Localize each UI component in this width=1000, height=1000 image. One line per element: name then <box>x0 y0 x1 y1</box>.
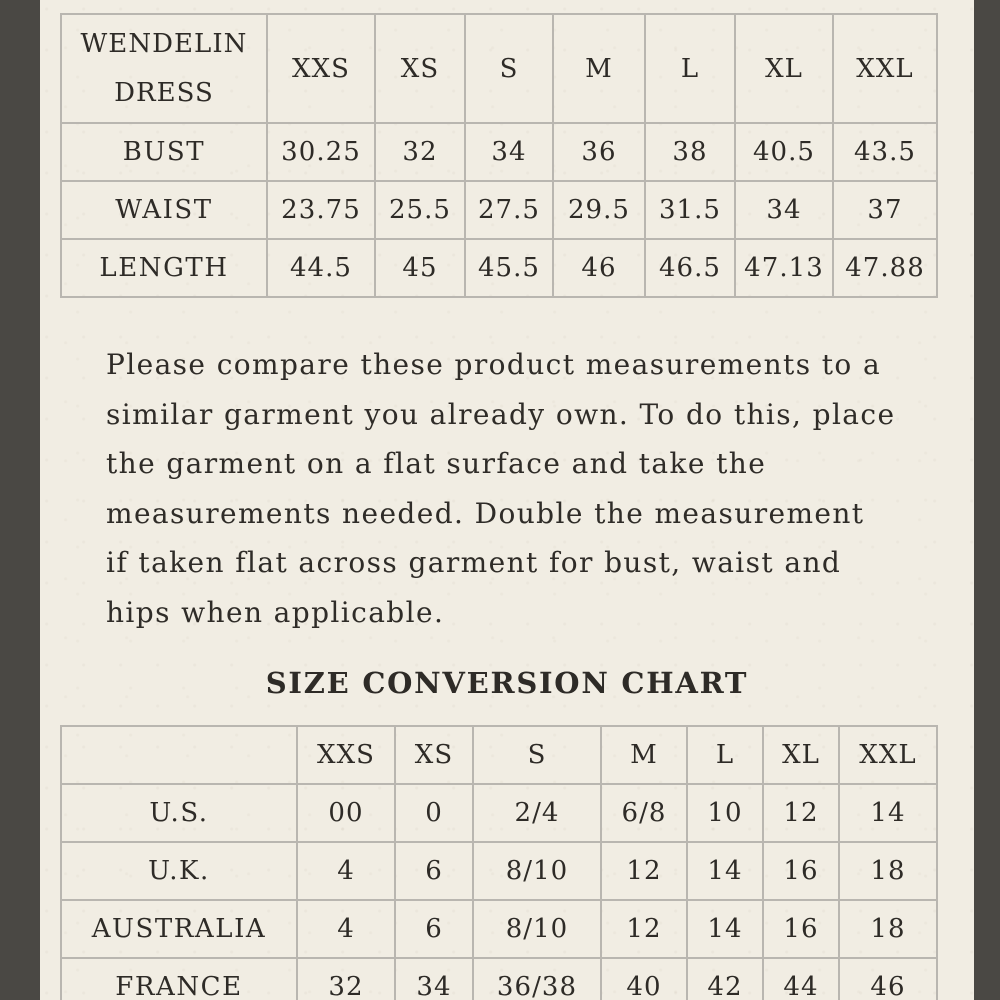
conversion-cell: 12 <box>601 900 687 958</box>
row-label: LENGTH <box>61 239 267 297</box>
size-header: XXS <box>267 14 375 123</box>
size-chart-page <box>40 0 974 1000</box>
measurement-cell: 23.75 <box>267 181 375 239</box>
size-header: XXL <box>839 726 937 784</box>
measurement-cell: 45.5 <box>465 239 553 297</box>
waist-row <box>61 181 937 239</box>
row-label: FRANCE <box>61 958 297 1000</box>
bust-row <box>61 123 937 181</box>
size-header: M <box>601 726 687 784</box>
measurement-cell: 43.5 <box>833 123 937 181</box>
conversion-cell: 46 <box>839 958 937 1000</box>
conversion-cell: 16 <box>763 842 839 900</box>
conversion-cell: 4 <box>297 900 395 958</box>
conversion-header-row <box>61 726 937 784</box>
size-header: S <box>473 726 601 784</box>
measurement-cell: 36 <box>553 123 645 181</box>
conversion-cell: 12 <box>763 784 839 842</box>
measurement-cell: 37 <box>833 181 937 239</box>
size-header: XS <box>395 726 473 784</box>
size-conversion-table <box>60 725 938 1000</box>
size-header: L <box>645 14 735 123</box>
conversion-cell: 12 <box>601 842 687 900</box>
measurement-cell: 27.5 <box>465 181 553 239</box>
measurements-table <box>60 13 938 298</box>
measurement-cell: 44.5 <box>267 239 375 297</box>
conversion-cell: 18 <box>839 900 937 958</box>
measurement-cell: 34 <box>465 123 553 181</box>
row-label: BUST <box>61 123 267 181</box>
conversion-chart-title: SIZE CONVERSION CHART <box>265 666 749 700</box>
measurement-cell: 31.5 <box>645 181 735 239</box>
measurement-cell: 47.88 <box>833 239 937 297</box>
measurement-cell: 38 <box>645 123 735 181</box>
product-name-line-1: WENDELIN <box>80 28 248 59</box>
measurement-cell: 25.5 <box>375 181 465 239</box>
conversion-cell: 44 <box>763 958 839 1000</box>
us-row <box>61 784 937 842</box>
product-name-cell <box>61 14 267 123</box>
conversion-cell: 6/8 <box>601 784 687 842</box>
row-label: AUSTRALIA <box>61 900 297 958</box>
conversion-corner-cell <box>61 726 297 784</box>
size-header: XXL <box>833 14 937 123</box>
conversion-cell: 0 <box>395 784 473 842</box>
measurement-cell: 30.25 <box>267 123 375 181</box>
measurement-cell: 47.13 <box>735 239 833 297</box>
france-row <box>61 958 937 1000</box>
measurement-cell: 32 <box>375 123 465 181</box>
conversion-cell: 4 <box>297 842 395 900</box>
conversion-cell: 14 <box>687 900 763 958</box>
measurement-cell: 29.5 <box>553 181 645 239</box>
size-header: XL <box>763 726 839 784</box>
uk-row <box>61 842 937 900</box>
size-header: S <box>465 14 553 123</box>
conversion-cell: 40 <box>601 958 687 1000</box>
measurement-instructions: Please compare these product measurements to a similar garment you already own. To do this, place the garment on a flat surface and take the measurements needed. Double the measurement if taken flat across garment for bust, waist and hips when applicable. <box>106 348 896 629</box>
conversion-cell: 6 <box>395 900 473 958</box>
conversion-cell: 14 <box>687 842 763 900</box>
conversion-cell: 8/10 <box>473 842 601 900</box>
row-label: U.K. <box>61 842 297 900</box>
conversion-cell: 00 <box>297 784 395 842</box>
measurement-cell: 46.5 <box>645 239 735 297</box>
conversion-cell: 18 <box>839 842 937 900</box>
conversion-cell: 36/38 <box>473 958 601 1000</box>
row-label: WAIST <box>61 181 267 239</box>
size-header: XS <box>375 14 465 123</box>
conversion-cell: 10 <box>687 784 763 842</box>
conversion-cell: 8/10 <box>473 900 601 958</box>
length-row <box>61 239 937 297</box>
size-header: L <box>687 726 763 784</box>
conversion-cell: 2/4 <box>473 784 601 842</box>
australia-row <box>61 900 937 958</box>
size-header: M <box>553 14 645 123</box>
conversion-cell: 34 <box>395 958 473 1000</box>
conversion-cell: 6 <box>395 842 473 900</box>
size-header: XXS <box>297 726 395 784</box>
row-label: U.S. <box>61 784 297 842</box>
conversion-cell: 14 <box>839 784 937 842</box>
measurement-cell: 34 <box>735 181 833 239</box>
measurements-header-row <box>61 14 937 123</box>
size-header: XL <box>735 14 833 123</box>
measurement-cell: 46 <box>553 239 645 297</box>
measurement-cell: 40.5 <box>735 123 833 181</box>
measurement-cell: 45 <box>375 239 465 297</box>
product-name-line-2: DRESS <box>114 77 214 108</box>
conversion-cell: 42 <box>687 958 763 1000</box>
conversion-cell: 16 <box>763 900 839 958</box>
conversion-cell: 32 <box>297 958 395 1000</box>
